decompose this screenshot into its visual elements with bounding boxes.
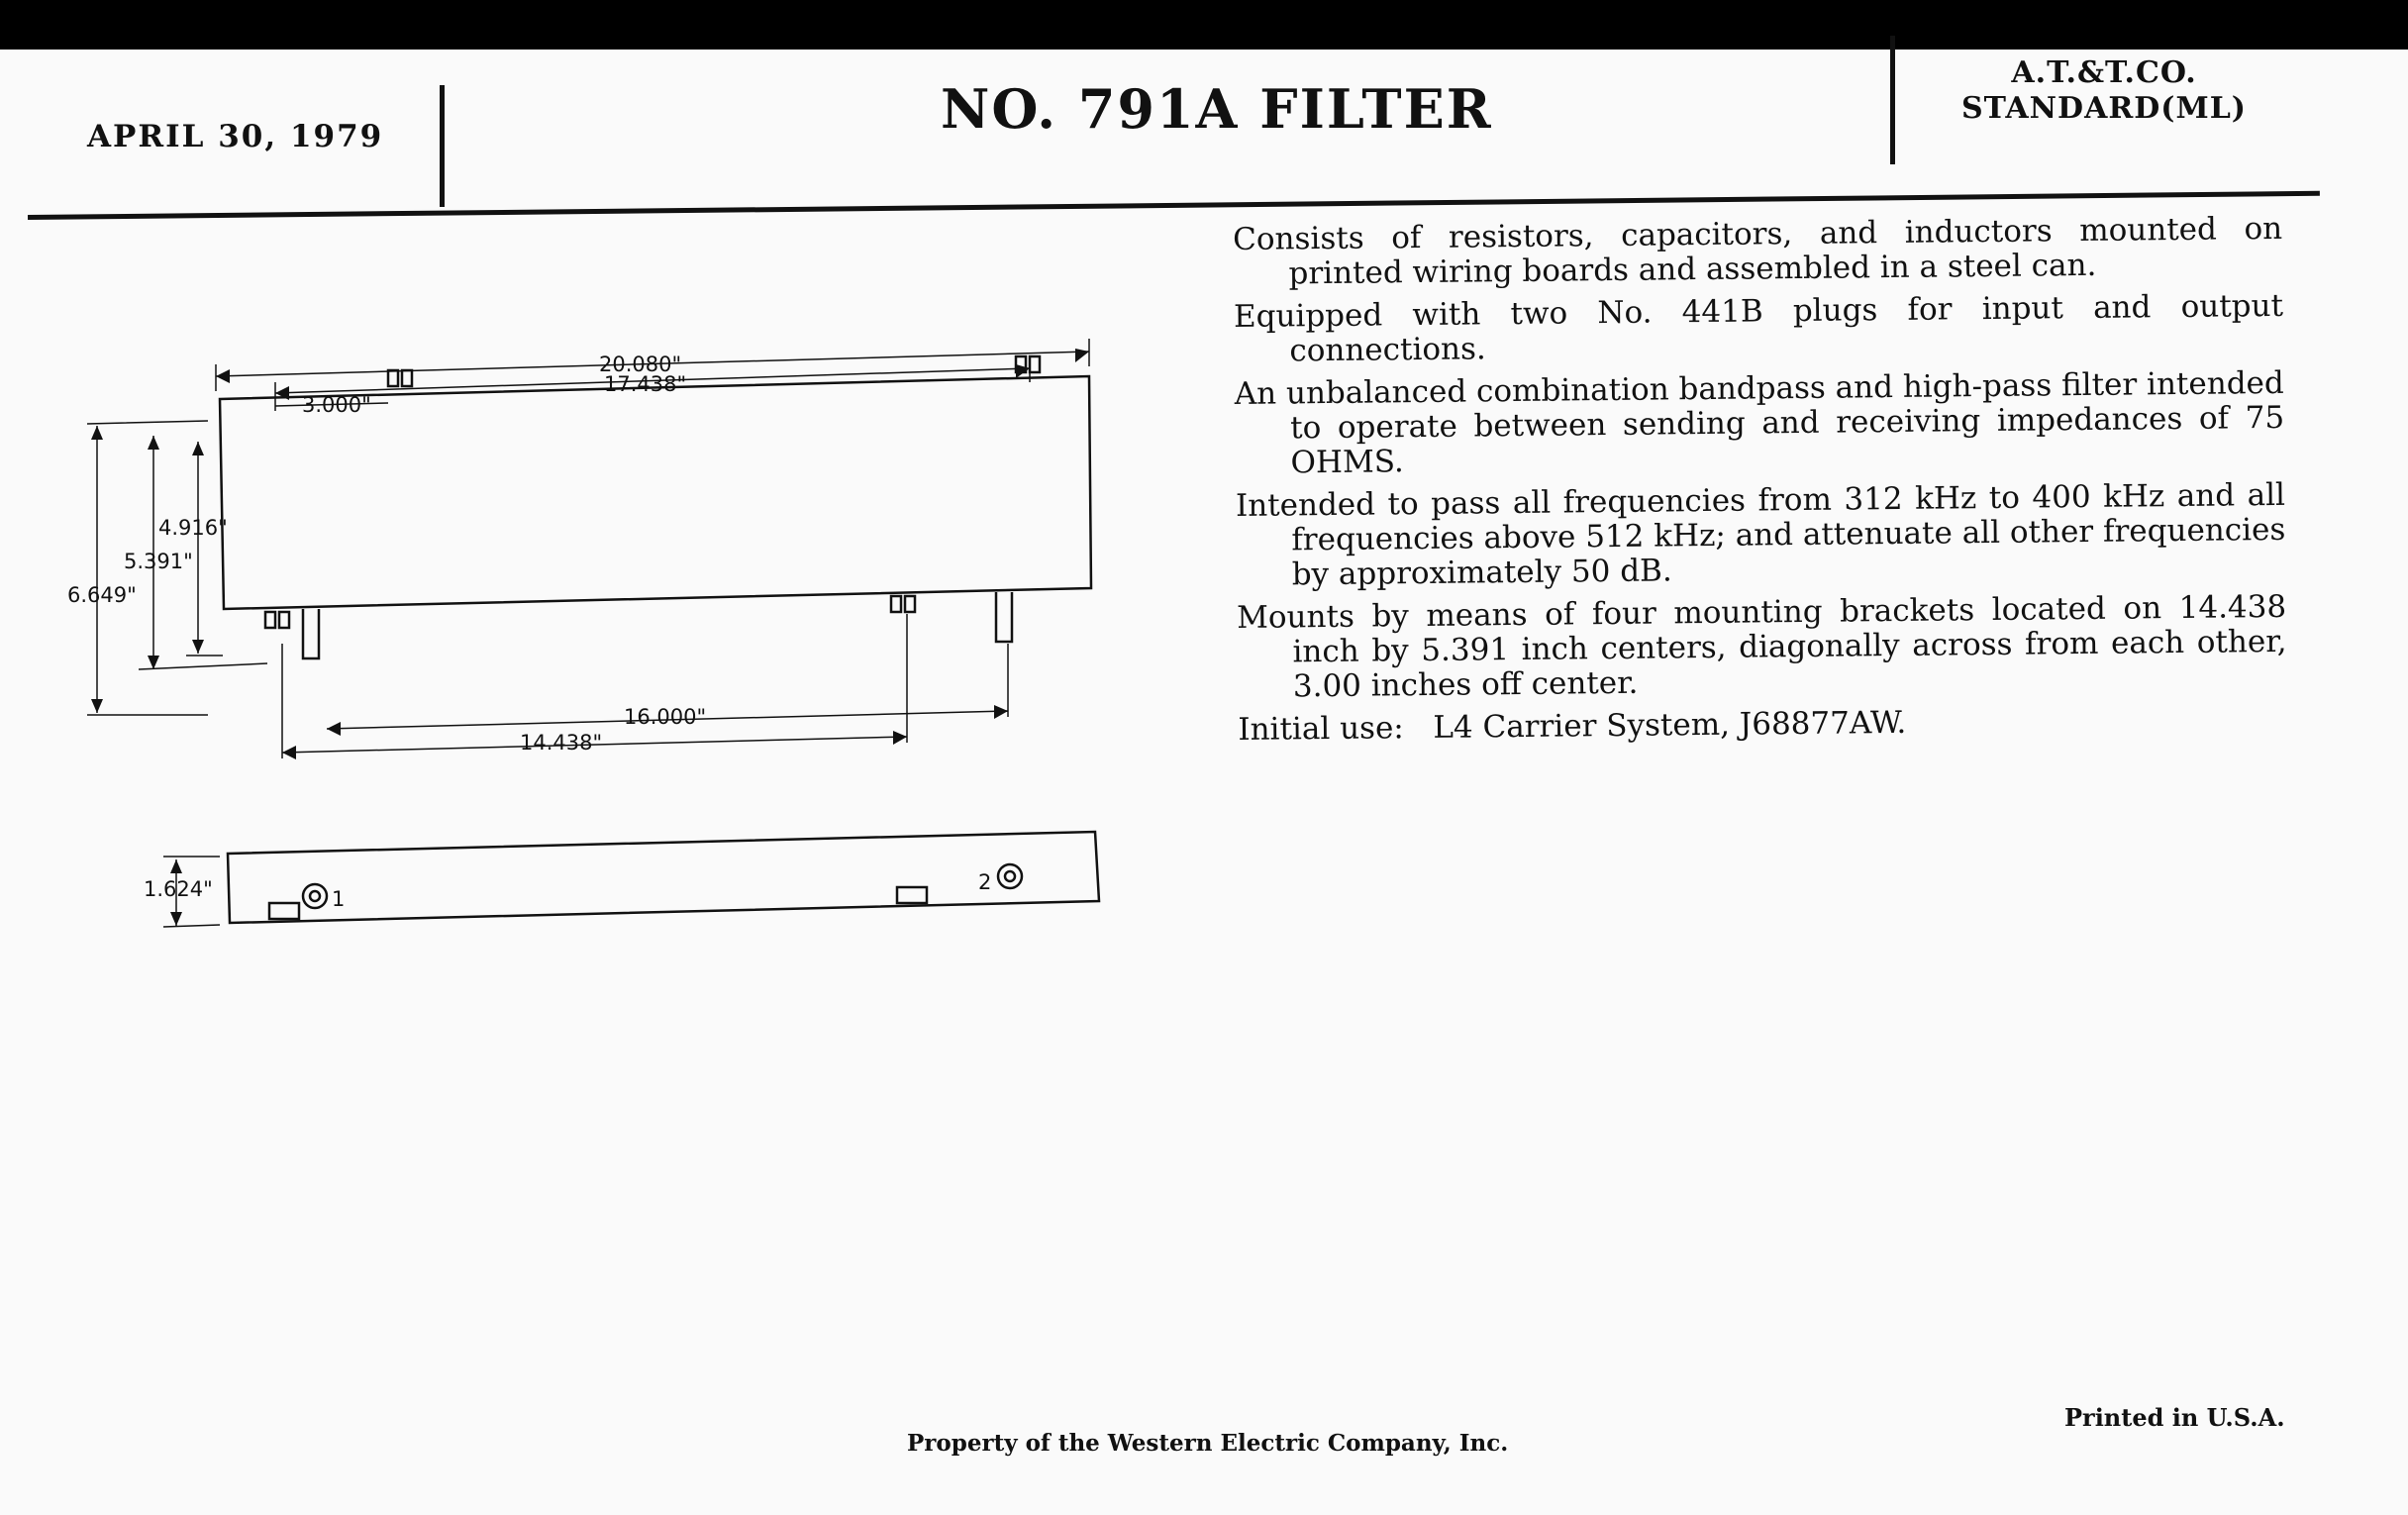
dim-bottom-short: 14.438" [520,731,603,755]
filter-drawing [0,50,1188,941]
side-bracket-left [269,903,299,919]
bracket-left-b [279,612,289,628]
connector-2-icon [998,864,1022,888]
standard-line-1: A.T.&T.CO. [2011,55,2197,90]
stud-right [996,592,1012,642]
top-plug-left-2 [402,370,412,386]
filter-body-side-view [228,832,1099,923]
header-divider-right [1890,36,1895,164]
description-paragraph: Mounts by means of four mounting brackets located on 14.438 inch by 5.391 inch centers, diagonally across from each other, 3.00 inches off center. [1236,588,2287,705]
dim-body-height: 4.916" [158,516,228,540]
description-paragraph: Consists of resistors, capacitors, and inductors mounted on printed wiring boards and assembled in a steel can. [1232,210,2283,292]
stud-left [303,609,319,658]
dim-overall-length: 20.080" [599,353,682,376]
dim-bottom-long: 16.000" [624,705,707,729]
top-plug-left [388,370,398,386]
top-plug-right-2 [1030,356,1040,372]
dim-overall-height: 6.649" [67,583,137,607]
connector-1-label: 1 [332,887,346,911]
standard-line-2: STANDARD(ML) [1961,91,2247,126]
issue-date: APRIL 30, 1979 [87,119,384,154]
dim-inner-length: 17.438" [604,372,687,396]
connector-1-icon [303,884,327,908]
bracket-left-a [265,612,275,628]
bracket-right-b [905,596,915,612]
initial-use-label: Initial use: [1238,710,1404,748]
document-title: NO. 791A FILTER [941,77,1493,141]
printed-notice: Printed in U.S.A. [2064,1403,2285,1432]
side-bracket-right [897,887,927,903]
dim-bracket-spacing: 5.391" [124,550,193,573]
document-card [0,50,2408,1515]
description-paragraph: Intended to pass all frequencies from 312 kHz to 400 kHz and all frequencies above 512 kHz; and attenuate all other frequencies by approximately 50 dB. [1235,476,2286,593]
initial-use [1238,702,2287,748]
bracket-right-a [891,596,901,612]
description [1233,212,2288,756]
property-notice: Property of the Western Electric Company, Inc. [907,1430,1509,1457]
description-paragraph: Equipped with two No. 441B plugs for input and output connections. [1233,287,2284,369]
dim-thickness: 1.624" [144,877,213,901]
connector-2-label: 2 [978,870,992,894]
description-paragraph: An unbalanced combination bandpass and high-pass filter intended to operate between sending and receiving impedances of 75 OHMS. [1234,364,2285,481]
dim-offset: 3.000" [302,393,371,417]
standard-block [1941,55,2267,127]
initial-use-value: L4 Carrier System, J68877AW. [1433,704,1907,746]
